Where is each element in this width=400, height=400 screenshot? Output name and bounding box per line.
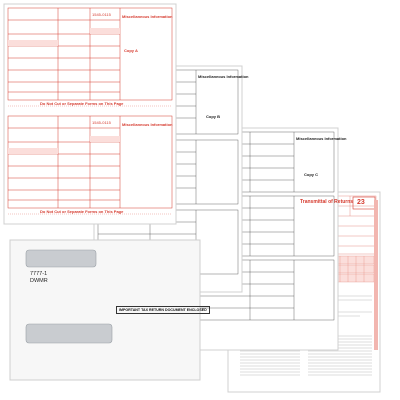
form-a-title: Miscellaneous Information xyxy=(122,14,173,19)
form-a2-footer-note: Do Not Cut or Separate Forms on This Page xyxy=(40,209,124,214)
return-window xyxy=(26,250,96,267)
form-b-title: Miscellaneous Information xyxy=(198,74,249,79)
envelope-code: 7777-1 xyxy=(30,271,48,277)
form-a-omb: 1545-0115 xyxy=(92,12,111,17)
form-b-copy-label: Copy B xyxy=(206,114,220,119)
envelope-notice: IMPORTANT TAX RETURN DOCUMENT ENCLOSED xyxy=(116,306,210,314)
address-window xyxy=(26,324,112,343)
form-1096-title: Transmittal of Returns xyxy=(300,199,354,205)
form-sheet-copy-a xyxy=(4,4,176,224)
envelope-subcode: DWMR xyxy=(30,278,48,284)
form-a-footer-note: Do Not Cut or Separate Forms on This Page xyxy=(40,101,124,106)
form-c-title: Miscellaneous Information xyxy=(296,136,347,141)
form-a2-title: Miscellaneous Information xyxy=(122,122,173,127)
form-a2-omb: 1545-0115 xyxy=(92,120,111,125)
form-c-copy-label: Copy C xyxy=(304,172,318,177)
form-a-copy-label: Copy A xyxy=(124,48,138,53)
form-1096-year: 23 xyxy=(357,199,365,206)
